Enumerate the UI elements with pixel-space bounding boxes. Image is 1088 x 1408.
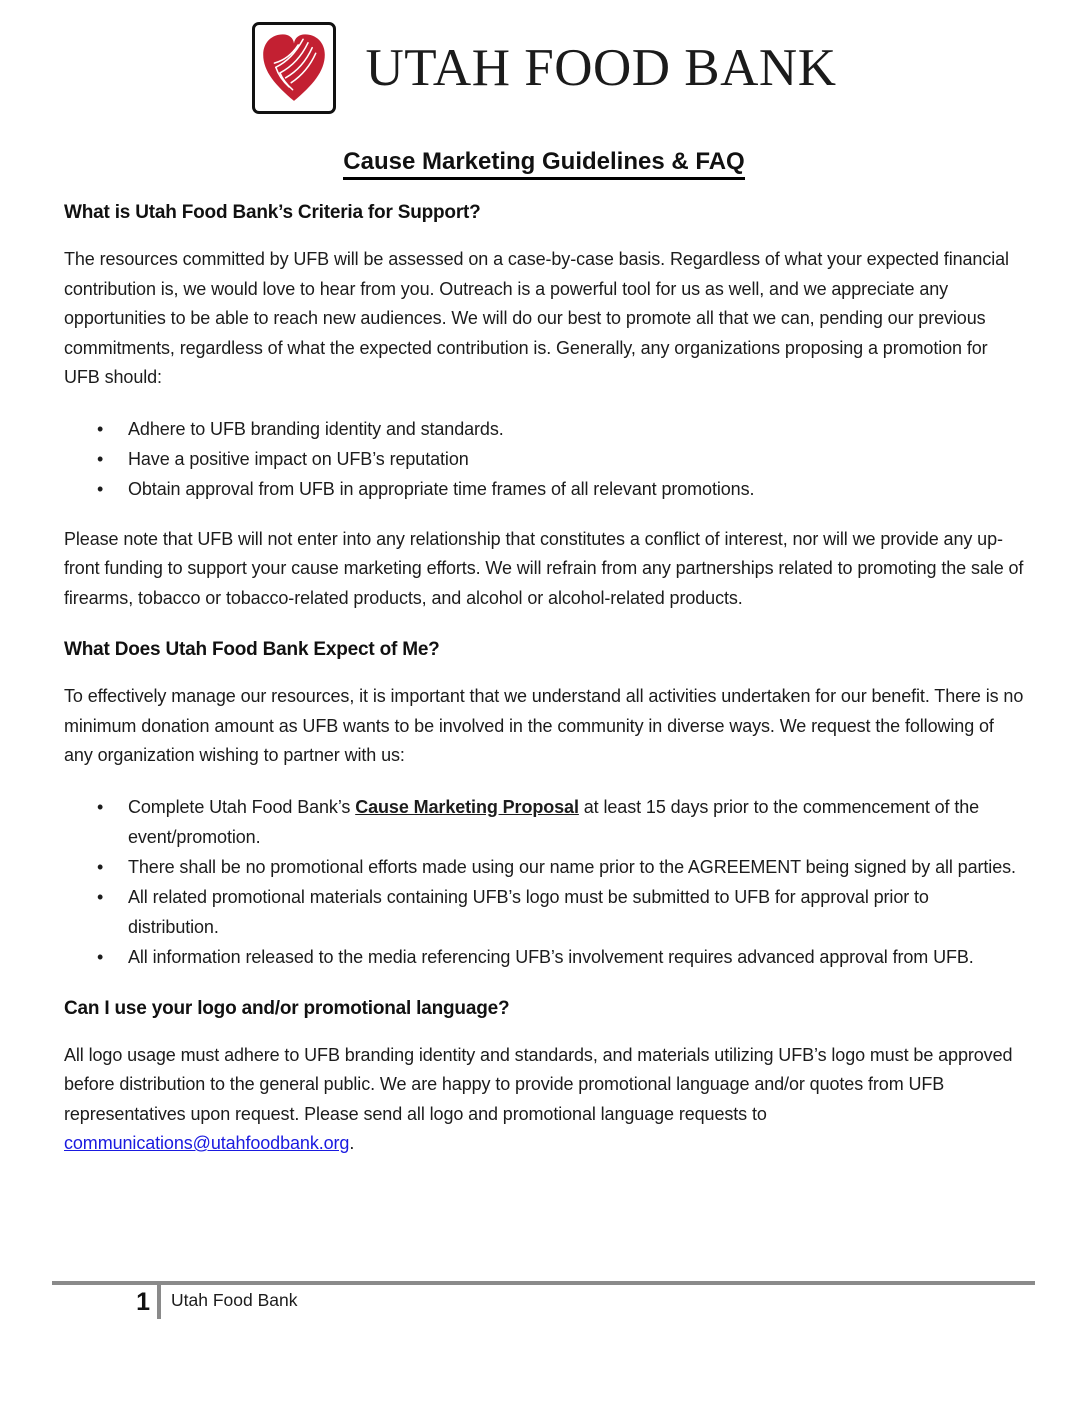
paragraph-conflict-of-interest: Please note that UFB will not enter into any relationship that constitutes a conflict of interest, nor will we provide any up-front funding to support your cause marketing efforts. We will refrain from any partnerships related to promoting the sale of firearms, tobacco or tobacco-related products, and alcohol or alcohol-related products. — [64, 528, 1024, 608]
email-link[interactable]: communications@utahfoodbank.org — [64, 1133, 350, 1153]
paragraph-text: All logo usage must adhere to UFB branding identity and standards, and materials utilizing UFB’s logo must be approved before distribution to the general public. We are happy to provide promotional language and/or quotes from UFB representatives upon request. Please send all logo and promotional language requests to — [64, 1044, 1013, 1124]
list-item — [64, 942, 1024, 972]
list-item-text: All information released to the media referencing UFB’s involvement requires advanced approval from UFB. — [128, 946, 974, 967]
list-item — [64, 444, 1024, 474]
page-title-text: Cause Marketing Guidelines & FAQ — [343, 148, 744, 180]
list-item — [64, 414, 1024, 444]
paragraph-text: . — [349, 1133, 355, 1153]
section-heading-criteria: What is Utah Food Bank’s Criteria for Support? — [64, 202, 481, 223]
cause-marketing-proposal-emphasis: Cause Marketing Proposal — [355, 796, 579, 817]
logo-header — [0, 0, 1088, 114]
page-number: 1 — [136, 1288, 150, 1316]
list-item — [64, 474, 1024, 504]
list-item-text: Obtain approval from UFB in appropriate time frames of all relevant promotions. — [128, 478, 755, 499]
paragraph-criteria-intro: The resources committed by UFB will be assessed on a case-by-case basis. Regardless of what your expected financial contribution is, we would love to hear from you. Outreach is a powerful tool for us as well, and we appreciate any opportunities to be able to reach new audiences. We will do our best to promote all that we can, pending our previous commitments, regardless of what the expected contribution is. Generally, any organizations proposing a promotion for UFB should: — [64, 249, 1009, 387]
list-item-text: Complete Utah Food Bank’s — [128, 796, 356, 817]
paragraph-expectations-intro: To effectively manage our resources, it is important that we understand all activities undertaken for our benefit. There is no minimum donation amount as UFB wants to be involved in the community in diverse ways. We request the following of any organization wishing to partner with us: — [64, 686, 1024, 765]
utah-food-bank-logo — [252, 22, 336, 114]
list-item — [64, 792, 1024, 852]
logo-wordmark: UTAH FOOD BANK — [365, 39, 837, 97]
paragraph-logo-usage — [64, 1041, 1024, 1159]
list-item-text: Have a positive impact on UFB’s reputation — [128, 448, 469, 469]
list-item — [64, 852, 1024, 882]
section-heading-logo-usage: Can I use your logo and/or promotional language? — [64, 997, 510, 1019]
footer-divider — [157, 1285, 161, 1319]
document-content — [0, 202, 1088, 1159]
heart-hands-icon — [259, 29, 329, 107]
criteria-bullet-list — [64, 414, 1024, 504]
expectations-bullet-list — [64, 792, 1024, 972]
list-item-text: Adhere to UFB branding identity and standards. — [128, 418, 504, 439]
list-item-text: at least 15 days prior to the commencement of the event/promotion. — [128, 796, 980, 847]
list-item-text: All related promotional materials containing UFB’s logo must be submitted to UFB for approval prior to distribution. — [128, 886, 929, 937]
footer-site-title: Utah Food Bank — [171, 1290, 298, 1310]
page-title — [0, 148, 1088, 176]
list-item — [64, 882, 1024, 942]
section-heading-expectations: What Does Utah Food Bank Expect of Me? — [64, 639, 440, 660]
list-item-text: There shall be no promotional efforts made using our name prior to the AGREEMENT being signed by all parties. — [128, 856, 1016, 877]
footer-rule — [52, 1281, 1035, 1285]
